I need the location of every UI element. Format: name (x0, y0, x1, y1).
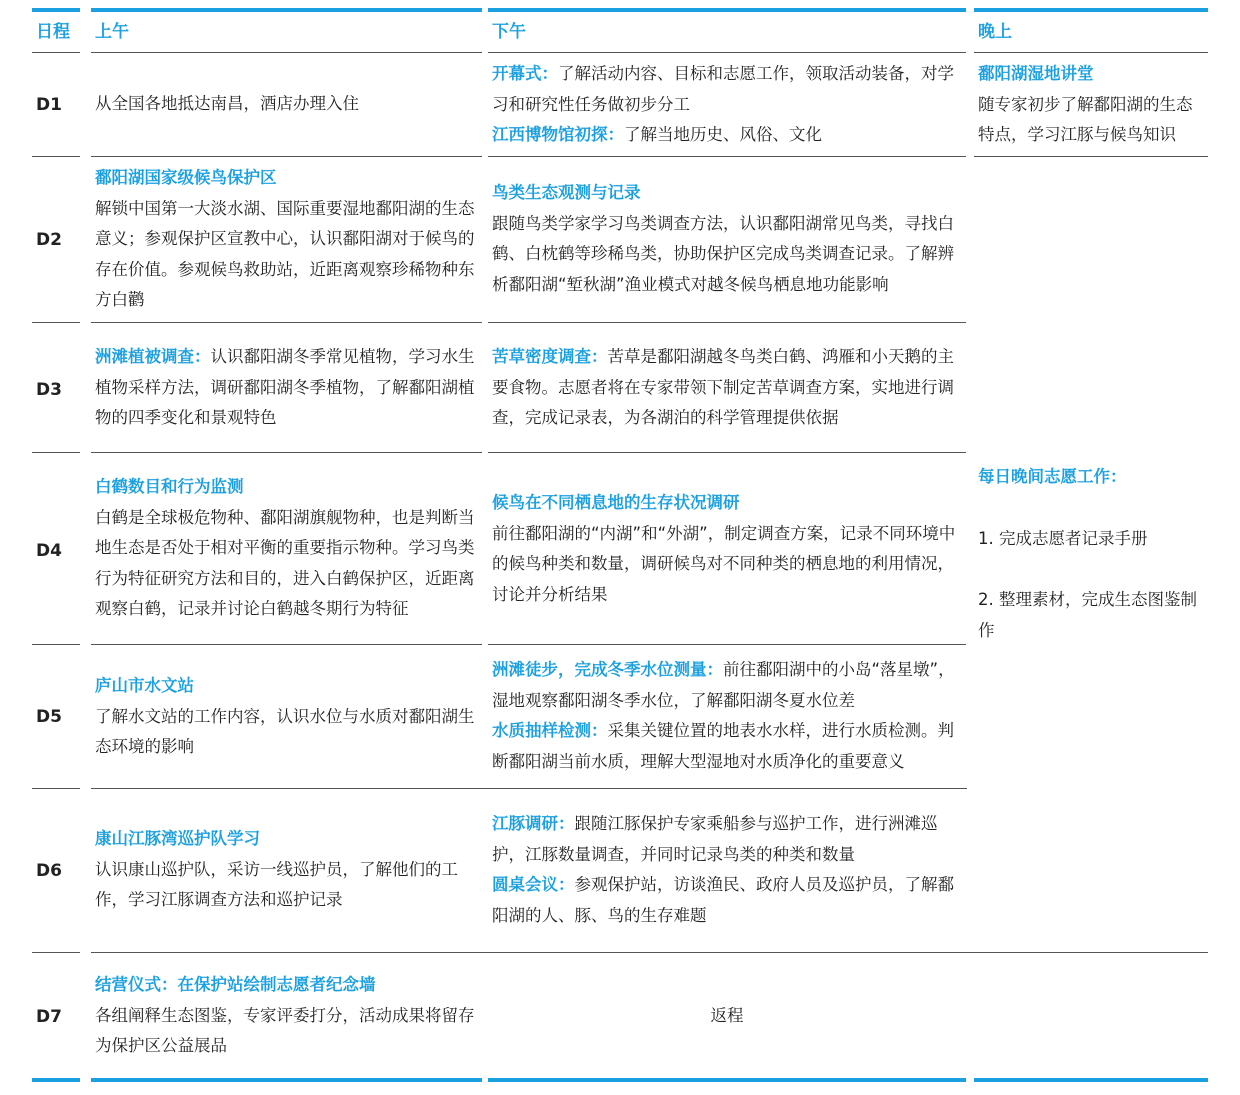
activity-title: 洲滩植被调查： (95, 347, 211, 366)
activity-entry (492, 809, 965, 870)
header-divider (91, 52, 482, 53)
activity-title: 水质抽样检测： (492, 721, 608, 741)
row-divider (91, 644, 482, 645)
top-rule-afternoon (488, 8, 966, 12)
activity-title: 鄱阳湖湿地讲堂 (978, 64, 1094, 83)
activity-text: 苦草是鄱阳湖越冬鸟类白鹤、鸿雁和小天鹅的主要食物。志愿者将在专家带领下制定苦草调查方案，实地进行调查，完成记录表，为各湖泊的科学管理提供依据 (492, 347, 954, 428)
day-label: D2 (36, 230, 62, 250)
activity-text: 采集关键位置的地表水水样，进行水质检测。判断鄱阳湖当前水质，理解大型湿地对水质净化的重要意义 (492, 721, 954, 771)
afternoon-cell (492, 655, 965, 777)
activity-title: 鄱阳湖国家级候鸟保护区 (95, 168, 277, 187)
row-divider (32, 644, 80, 645)
activity-text: 返程 (710, 1006, 744, 1025)
day-label: D3 (36, 380, 62, 400)
activity-text: 认识鄱阳湖冬季常见植物，学习水生植物采样方法，调研鄱阳湖冬季植物，了解鄱阳湖植物的四季变化和景观特色 (95, 347, 475, 428)
bottom-rule-schedule (32, 1078, 80, 1082)
top-rule-morning (91, 8, 482, 12)
row-divider (32, 952, 80, 953)
bottom-rule-afternoon (488, 1078, 966, 1082)
activity-entry (492, 716, 965, 777)
activity-text: 认识康山巡护队，采访一线巡护员，了解他们的工作，学习江豚调查方法和巡护记录 (95, 859, 458, 910)
activity-title: 洲滩徒步，完成冬季水位测量： (492, 660, 723, 679)
morning-cell (95, 163, 481, 316)
activity-entry (492, 59, 965, 120)
afternoon-cell (492, 488, 965, 610)
header-divider (488, 52, 966, 53)
row-divider (974, 156, 1208, 157)
day-label: D1 (36, 95, 62, 115)
header-divider (974, 52, 1208, 53)
header-afternoon: 下午 (492, 22, 526, 42)
afternoon-cell (492, 178, 965, 300)
activity-text: 前往鄱阳湖的“内湖”和“外湖”，制定调查方案，记录不同环境中的候鸟种类和数量，调研候鸟对不同种类的栖息地的利用情况，讨论并分析结果 (492, 523, 956, 604)
morning-cell (95, 671, 481, 763)
row-divider (91, 322, 482, 323)
row-divider (91, 156, 482, 157)
activity-text: 解锁中国第一大淡水湖、国际重要湿地鄱阳湖的生态意义；参观保护区宣教中心，认识鄱阳湖对于候鸟的存在价值。参观候鸟救助站，近距离观察珍稀物种东方白鹳 (95, 198, 475, 310)
day-label: D5 (36, 707, 62, 727)
activity-title: 鸟类生态观测与记录 (492, 183, 641, 202)
activity-text: 白鹤是全球极危物种、鄱阳湖旗舰物种，也是判断当地生态是否处于相对平衡的重要指示物种。学习鸟类行为特征研究方法和目的，进入白鹤保护区，近距离观察白鹤，记录并讨论白鹤越冬期行为特征 (95, 507, 475, 619)
activity-title: 苦草密度调查： (492, 347, 608, 366)
row-divider (488, 644, 966, 645)
row-divider (91, 952, 1208, 953)
list-item: 2. 整理素材，完成生态图鉴制作 (978, 590, 1197, 640)
activity-text: 参观保护站，访谈渔民、政府人员及巡护员，了解鄱阳湖的人、豚、鸟的生存难题 (492, 875, 954, 925)
day-label: D6 (36, 861, 62, 881)
activity-title: 每日晚间志愿工作： (978, 467, 1127, 486)
top-rule-evening (974, 8, 1208, 12)
row-divider (32, 452, 80, 453)
row-divider (91, 452, 482, 453)
header-divider (32, 52, 80, 53)
list-item: 1. 完成志愿者记录手册 (978, 528, 1148, 548)
activity-entry (492, 655, 965, 716)
activity-text: 了解活动内容、目标和志愿工作，领取活动装备，对学习和研究性任务做初步分工 (492, 64, 954, 114)
activity-text: 了解当地历史、风俗、文化 (624, 125, 822, 145)
activity-text: 跟随鸟类学家学习鸟类调查方法，认识鄱阳湖常见鸟类，寻找白鹤、白枕鹤等珍稀鸟类，协助保护区完成鸟类调查记录。了解辨析鄱阳湖“堑秋湖”渔业模式对越冬候鸟栖息地功能影响 (492, 213, 954, 294)
activity-text: 跟随江豚保护专家乘船参与巡护工作，进行洲滩巡护，江豚数量调查，并同时记录鸟类的种类和数量 (492, 814, 938, 864)
morning-cell (95, 342, 481, 434)
row-divider (488, 322, 966, 323)
row-divider (488, 156, 966, 157)
top-rule-schedule (32, 8, 80, 12)
morning-cell (95, 970, 481, 1062)
row-divider (91, 788, 967, 789)
evening-cell (978, 59, 1208, 151)
afternoon-cell (492, 809, 965, 931)
activity-title: 康山江豚湾巡护队学习 (95, 829, 260, 848)
activity-text: 了解水文站的工作内容，认识水位与水质对鄱阳湖生态环境的影响 (95, 706, 475, 757)
row-divider (488, 452, 966, 453)
cell-text: 从全国各地抵达南昌，酒店办理入住 (95, 94, 359, 113)
morning-cell (95, 824, 481, 916)
activity-title: 圆桌会议： (492, 875, 575, 895)
activity-entry (492, 870, 965, 931)
header-morning: 上午 (95, 22, 129, 42)
day-label: D7 (36, 1007, 62, 1027)
row-divider (32, 788, 80, 789)
bottom-rule-evening (974, 1078, 1208, 1082)
afternoon-cell (492, 59, 965, 151)
day-label: D4 (36, 541, 62, 561)
morning-cell (95, 89, 481, 120)
activity-title: 庐山市水文站 (95, 676, 194, 695)
afternoon-cell (492, 342, 965, 434)
bottom-rule-morning (91, 1078, 482, 1082)
activity-text: 各组阐释生态图鉴，专家评委打分，活动成果将留存为保护区公益展品 (95, 1005, 475, 1056)
activity-text: 随专家初步了解鄱阳湖的生态特点，学习江豚与候鸟知识 (978, 94, 1193, 145)
row-divider (32, 156, 80, 157)
activity-title: 江西博物馆初探： (492, 125, 624, 145)
activity-title: 结营仪式：在保护站绘制志愿者纪念墙 (95, 975, 376, 994)
morning-cell (95, 472, 481, 625)
activity-title: 白鹤数目和行为监测 (95, 477, 244, 496)
header-evening: 晚上 (978, 22, 1012, 42)
activity-title: 江豚调研： (492, 814, 575, 833)
activity-text: 前往鄱阳湖中的小岛“落星墩”，湿地观察鄱阳湖冬季水位，了解鄱阳湖冬夏水位差 (492, 660, 955, 710)
row-divider (32, 322, 80, 323)
evening-cell (978, 462, 1208, 646)
activity-title: 候鸟在不同栖息地的生存状况调研 (492, 493, 740, 512)
activity-title: 开幕式： (492, 64, 558, 83)
header-schedule: 日程 (36, 22, 70, 42)
afternoon-cell (488, 1001, 966, 1032)
activity-entry (492, 120, 965, 151)
